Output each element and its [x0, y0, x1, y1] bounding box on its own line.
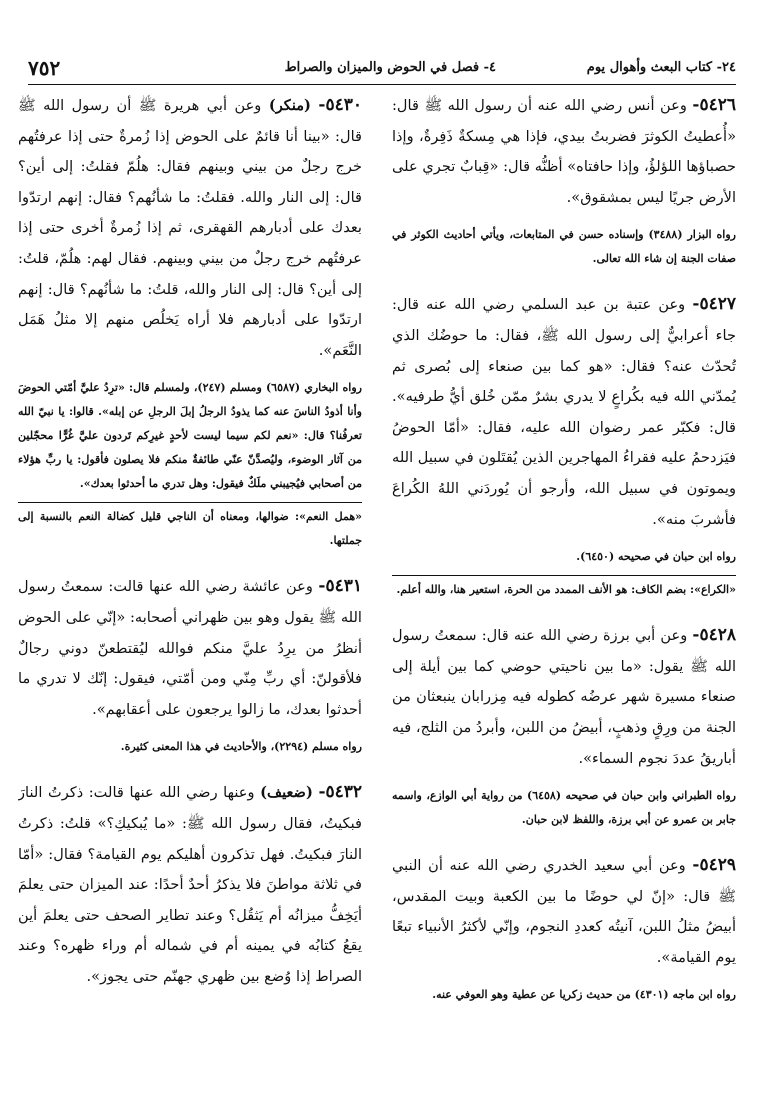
hadith-source: رواه مسلم (٢٢٩٤)، والأحاديث في هذا المعنى كثيرة.: [120, 740, 362, 754]
hadith-number: ٥٤٣٢-: [318, 782, 362, 803]
hadith-source: رواه ابن ماجه (٤٣٠١) من حديث زكريا عن عطية وهو العوفي عنه.: [432, 988, 736, 1002]
hadith-5431: [18, 571, 362, 725]
hadith-number: ٥٤٢٧-: [692, 294, 736, 315]
hadith-5426: [392, 90, 736, 213]
left-column: [18, 90, 362, 1100]
hadith-text: وعن أنس رضي الله عنه أن رسول الله ﷺ قال: «أُعطيتُ الكوثرَ فضربتُ بيدي، فإذا هي مِسكةٌ ذَفِرةٌ، وإذا حصباؤها اللؤلؤُ، وإذا حافتاه» أظنُّه قال: «قِبابٌ تجري على الأرض جريًا ليس بمشقوق».: [392, 97, 736, 206]
hadith-text: وعنها رضي الله عنها قالت: ذكرتُ النارَ فبكيتُ، فقال رسول الله ﷺ: «ما يُبكيكِ؟» قلتُ: ذكرتُ النارَ فبكيتُ. فهل تذكرون أهليكم يوم القيامة؟ فقال: «أمّا في ثلاثة مواطنَ فلا يذكرُ أحدٌ أحدًا: عند الميزان حتى يعلمَ أيَخِفُّ ميزانُه أم يَثقُل؟ وعند تطاير الصحف حتى يعلمَ أين يقعُ كتابُه في يمينه أم في شماله أم وراء ظهره؟ وعند الصراط إذا وُضع بين ظهري جهنّم حتى يجوز».: [18, 784, 362, 985]
hadith-number: ٥٤٢٩-: [692, 855, 736, 876]
hadith-5432: [18, 777, 362, 992]
page-header: [28, 58, 736, 85]
hadith-5429: [392, 850, 736, 973]
hadith-number: ٥٤٢٨-: [692, 625, 736, 646]
hadith-source: رواه ابن حبان في صحيحه (٦٤٥٠).: [576, 550, 736, 564]
hadith-text: وعن أبي برزة رضي الله عنه قال: سمعتُ رسول الله ﷺ يقول: «ما بين ناحيتي حوضي كما بين أيلة إلى صنعاء مسيرة شهر عرضُه كطوله فيه مِزرابان ينبعثان من الجنة من ورِقٍ وذهبٍ، أبيضُ من اللبن، وأبردُ من الثلج، فيه أباريقُ عددَ نجوم السماء».: [392, 627, 736, 767]
hadith-text: وعن أبي هريرة ﷺ أن رسول الله ﷺ قال: «بينا أنا قائمٌ على الحوض إذا زُمرةٌ حتى إذا عرفتُهم خرج رجلٌ من بيني وبينهم فقال: هلُمّ فقلتُ: إلى أين؟ قال: إلى النار والله. فقلتُ: ما شأنُهم؟ فقال: إنهم ارتدّوا بعدك على أدبارهم القهقرى، ثم إذا زُمرةٌ أخرى حتى إذا عرفتُهم خرج رجلٌ من بيني وبينهم. فقال لهم: هلُمّ، قلتُ: إلى أين؟ قال: إلى النار والله، قلتُ: ما شأنُهم؟ قال: إنهم ارتدّوا على أدبارهم فلا أراه يَخلُص منهم إلا مثلُ هَمَل النَّعَم».: [18, 97, 362, 359]
hadith-text: وعن أبي سعيد الخدري رضي الله عنه أن النبي ﷺ قال: «إنّ لي حوضًا ما بين الكعبة وبيت المقدس، أبيضُ مثلُ اللبن، آنيتُه كعددِ النجوم، وإنّي لأكثرُ الأنبياء تبعًا يوم القيامة».: [392, 857, 736, 966]
hadith-gloss: «همل النعم»: ضوالها، ومعناه أن الناجي قليل كضالة النعم بالنسبة إلى جملتها.: [18, 502, 362, 553]
hadith-source: رواه البزار (٣٤٨٨) وإسناده حسن في المتابعات، ويأتي أحاديث الكوثر في صفات الجنة إن شاء الله تعالى.: [392, 228, 736, 266]
hadith-text: وعن عتبة بن عبد السلمي رضي الله عنه قال: جاء أعرابيٌّ إلى رسول الله ﷺ، فقال: ما حوضُك الذي تُحدّث عنه؟ فقال: «هو كما بين صنعاء إلى بُصرى ثم يُمدّني الله فيه بكُراعٍ لا يدري بشرٌ ممّن خُلق أيُّ طرفيه». قال: فكبّر عمر رضوان الله عليه، فقال: «أمّا الحوضُ فيَزدحمُ عليه فقراءُ المهاجرين الذين يُقتَلون في سبيل الله ويموتون في سبيل الله، وأرجو أن يُوردَني اللهُ الكُراعَ فأشربَ منه».: [392, 296, 736, 528]
hadith-5430: [18, 90, 362, 366]
hadith-grade: (ضعيف): [260, 784, 313, 802]
hadith-grade: (منكر): [268, 97, 311, 114]
page-number: ٧٥٢: [28, 56, 61, 80]
hadith-5427: [392, 289, 736, 535]
chapter-title: ٢٤- كتاب البعث وأهوال يوم: [586, 60, 736, 75]
section-title: ٤- فصل في الحوض والميزان والصراط: [284, 60, 496, 75]
hadith-number: ٥٤٣٠-: [318, 95, 362, 115]
hadith-source: رواه البخاري (٦٥٨٧) ومسلم (٢٤٧)، ولمسلم قال: «ترِدُ عليَّ أمّتي الحوضَ وأنا أذودُ الناسَ عنه كما يذودُ الرجلُ إبلَ الرجلِ عن إبله». قالوا: يا نبيّ الله تعرفُنا؟ قال: «نعم لكم سيما ليست لأحدٍ غيرِكم تَردون عليَّ غُرًّا محجّلين من آثار الوضوء، وليُصدَّنّ عنّي طائفةٌ منكم فلا يصلون فأقول: يا ربِّ هؤلاء من أصحابي فيُجيبني ملَكٌ فيقول: وهل تدري ما أحدثوا بعدك».: [18, 381, 362, 491]
hadith-source: رواه الطبراني وابن حبان في صحيحه (٦٤٥٨) من رواية أبي الوازع، واسمه جابر بن عمرو عن أبي برزة، واللفظ لابن حبان.: [392, 789, 736, 827]
hadith-gloss: «الكراع»: بضم الكاف: هو الأنف الممدد من الحرة، استعير هنا، والله أعلم.: [392, 575, 736, 602]
hadith-number: ٥٤٣١-: [318, 576, 362, 597]
right-column: [392, 90, 736, 1100]
hadith-text: وعن عائشة رضي الله عنها قالت: سمعتُ رسول الله ﷺ يقول وهو بين ظهراني أصحابه: «إنّي على الحوض أنظرُ من يرِدُ عليَّ منكم فوالله ليُقتطعنّ دوني رجالٌ فلأقولنّ: أي ربِّ مِنّي ومن أمّتي، فيقول: إنّك لا تدري ما أحدثوا بعدك، ما زالوا يرجعون على أعقابهم».: [18, 578, 362, 718]
hadith-5428: [392, 620, 736, 774]
hadith-number: ٥٤٢٦-: [692, 95, 736, 115]
